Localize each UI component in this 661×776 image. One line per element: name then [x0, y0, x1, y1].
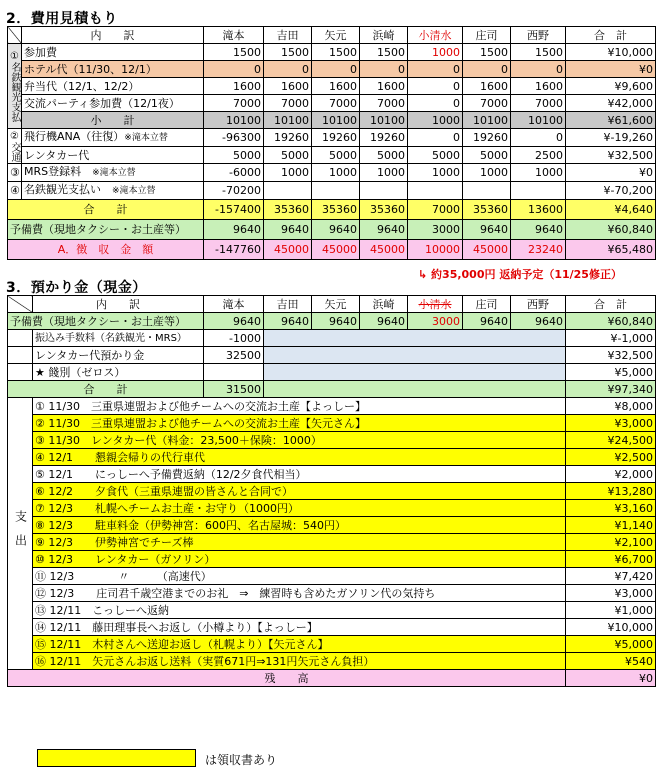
header-name: 矢元: [312, 296, 360, 313]
table-row: [8, 347, 656, 364]
row-label-text: 飛行機ANA（往復）: [24, 130, 125, 143]
cell: 9640: [204, 220, 264, 240]
cell: 10100: [463, 112, 511, 129]
expense-amount: ¥3,160: [566, 500, 656, 517]
side-label: ②交通: [9, 130, 20, 162]
header-name: 小清水: [408, 296, 463, 313]
expense-text: ⑫ 12/3 庄司君千歳空港までのお礼 ⇒ 練習時も含めたガソリン代の気持ち: [33, 585, 566, 602]
cell: 9640: [264, 220, 312, 240]
cell: 5000: [360, 147, 408, 164]
table-row: [8, 200, 656, 220]
cell: 9640: [463, 220, 511, 240]
row-label: 合 計: [8, 381, 204, 398]
header-name: 吉田: [264, 296, 312, 313]
row-label: 参加費: [22, 44, 204, 61]
cell: 7000: [312, 95, 360, 112]
table-row: [8, 220, 656, 240]
row-label: ホテル代（11/30、12/1）: [22, 61, 204, 78]
cell: 1000: [408, 44, 463, 61]
expense-row: [8, 602, 656, 619]
header-item: 内 訳: [22, 27, 204, 44]
row-label: レンタカー代預かり金: [33, 347, 204, 364]
expense-text: ⑮ 12/11 木村さんへ送迎お返し（札幌より）【矢元さん】: [33, 636, 566, 653]
row-total: ¥0: [566, 164, 656, 182]
cell: 0: [463, 61, 511, 78]
cell: 9640: [312, 313, 360, 330]
table-row: [8, 61, 656, 78]
expense-row: [8, 415, 656, 432]
cell: -147760: [204, 240, 264, 260]
row-total: ¥-70,200: [566, 182, 656, 200]
cell: 45000: [360, 240, 408, 260]
side-label: ①名鉄観光支払: [8, 44, 22, 129]
cell: [408, 182, 463, 200]
table-row: [8, 44, 656, 61]
expense-text: ⑦ 12/3 札幌へチームお土産・お守り（1000円）: [33, 500, 566, 517]
table-row: [8, 147, 656, 164]
cell: 10100: [312, 112, 360, 129]
header-name: 小清水: [408, 27, 463, 44]
expense-row: [8, 483, 656, 500]
cell: 1000: [463, 164, 511, 182]
row-total: ¥5,000: [566, 364, 656, 381]
row-label: ★ 餞別（ゼロス）: [33, 364, 204, 381]
expense-amount: ¥2,000: [566, 466, 656, 483]
row-label: [22, 129, 204, 147]
expense-row: [8, 432, 656, 449]
header-name: 浜崎: [360, 296, 408, 313]
header-name: 庄司: [463, 296, 511, 313]
expense-row: [8, 585, 656, 602]
row-label-sub: ※滝本立替: [112, 186, 156, 196]
table-row: [8, 330, 656, 347]
cell: 1000: [360, 164, 408, 182]
section3-title: 3．預かり金（現金）: [6, 280, 147, 296]
header-corner: [8, 27, 22, 44]
expense-amount: ¥2,500: [566, 449, 656, 466]
balance-label: 残 高: [8, 670, 566, 687]
expense-amount: ¥24,500: [566, 432, 656, 449]
expense-amount: ¥1,000: [566, 602, 656, 619]
expense-text: ⑪ 12/3 〃 （高速代）: [33, 568, 566, 585]
row-total: ¥60,840: [566, 220, 656, 240]
cell: 23240: [511, 240, 566, 260]
cell: 9640: [511, 220, 566, 240]
row-label: 振込み手数料（名鉄観光・MRS）: [33, 330, 204, 347]
table-row: [8, 240, 656, 260]
row-num: ③: [8, 164, 22, 182]
spacer: [8, 330, 33, 347]
cell: -70200: [204, 182, 264, 200]
row-label: 交流パーティ参加費（12/1夜）: [22, 95, 204, 112]
cell: 0: [511, 61, 566, 78]
expense-text: ⑩ 12/3 レンタカー（ガソリン）: [33, 551, 566, 568]
cell: 7000: [511, 95, 566, 112]
cell: 45000: [264, 240, 312, 260]
cell: 10000: [408, 240, 463, 260]
blank-cell: [264, 381, 566, 398]
cell: [312, 182, 360, 200]
cell: 19260: [312, 129, 360, 147]
cell: 10100: [360, 112, 408, 129]
expense-row: [8, 534, 656, 551]
spacer: [8, 364, 33, 381]
return-note: [418, 266, 622, 282]
cell: 5000: [312, 147, 360, 164]
row-total: ¥97,340: [566, 381, 656, 398]
cell: 1000: [511, 164, 566, 182]
row-label: A．徴 収 金 額: [8, 240, 204, 260]
cell: 10100: [511, 112, 566, 129]
blank-cell: [264, 330, 566, 347]
cell: 10100: [264, 112, 312, 129]
expense-text: ⑤ 12/1 にっしーへ予備費返納（12/2夕食代相当）: [33, 466, 566, 483]
row-total: ¥32,500: [566, 147, 656, 164]
header-item: 内 訳: [33, 296, 204, 313]
header-total: 合 計: [566, 296, 656, 313]
cell: 3000: [408, 220, 463, 240]
cell: 45000: [463, 240, 511, 260]
cell: 1600: [360, 78, 408, 95]
header-total: 合 計: [566, 27, 656, 44]
row-label: 予備費（現地タクシー・お土産等）: [8, 313, 204, 330]
expense-text: ③ 11/30 レンタカー代（料金：23,500＋保険：1000）: [33, 432, 566, 449]
expense-text: ⑨ 12/3 伊勢神宮でチーズ棒: [33, 534, 566, 551]
header-name: 滝本: [204, 296, 264, 313]
cell: -6000: [204, 164, 264, 182]
row-total: ¥9,600: [566, 78, 656, 95]
row-total: ¥60,840: [566, 313, 656, 330]
row-total: ¥-1,000: [566, 330, 656, 347]
row-num: ④: [8, 182, 22, 200]
cell: 0: [408, 61, 463, 78]
cell: 1500: [511, 44, 566, 61]
cell: 2500: [511, 147, 566, 164]
deposit-table: [7, 295, 656, 687]
expense-amount: ¥6,700: [566, 551, 656, 568]
cell: 9640: [511, 313, 566, 330]
header-name: 西野: [511, 27, 566, 44]
row-label: 予備費（現地タクシー・お土産等）: [8, 220, 204, 240]
cell: 13600: [511, 200, 566, 220]
cell: 0: [408, 129, 463, 147]
row-label: [22, 164, 204, 182]
cell: 5000: [264, 147, 312, 164]
return-note-text: 約35,000円 返納予定（11/25修正）: [431, 268, 622, 281]
row-label: 合 計: [8, 200, 204, 220]
expense-row: [8, 500, 656, 517]
cell: 1000: [408, 112, 463, 129]
cell: 0: [204, 61, 264, 78]
cell: 7000: [204, 95, 264, 112]
header-name: 滝本: [204, 27, 264, 44]
row-label: レンタカー代: [22, 147, 204, 164]
cell: 9640: [204, 313, 264, 330]
cell: 0: [408, 95, 463, 112]
expense-text: ⑭ 12/11 藤田理事長へお返し（小樽より）【よっしー】: [33, 619, 566, 636]
table-row: [8, 112, 656, 129]
cell: 1500: [463, 44, 511, 61]
cell: 35360: [463, 200, 511, 220]
expense-amount: ¥5,000: [566, 636, 656, 653]
expense-row: [8, 398, 656, 415]
arrow-icon: ↳: [418, 268, 432, 281]
cell: 9640: [360, 220, 408, 240]
cell: 1500: [204, 44, 264, 61]
row-label-sub: ※滝本立替: [92, 168, 136, 178]
side-label: 支出: [8, 398, 33, 670]
expense-amount: ¥2,100: [566, 534, 656, 551]
cell: 19260: [360, 129, 408, 147]
table-row: [8, 182, 656, 200]
cell: 1600: [463, 78, 511, 95]
expense-amount: ¥13,280: [566, 483, 656, 500]
balance-total: ¥0: [566, 670, 656, 687]
row-label-text: 名鉄観光支払い: [24, 183, 101, 196]
cell: -157400: [204, 200, 264, 220]
cell: 0: [360, 61, 408, 78]
expense-text: ④ 12/1 懇親会帰りの代行車代: [33, 449, 566, 466]
cell: 9640: [312, 220, 360, 240]
cell: 0: [312, 61, 360, 78]
expense-amount: ¥8,000: [566, 398, 656, 415]
cell: 5000: [408, 147, 463, 164]
cell: 7000: [463, 95, 511, 112]
cell: [463, 182, 511, 200]
table-row: [8, 670, 656, 687]
header-name: 浜崎: [360, 27, 408, 44]
table-row: [8, 129, 656, 147]
cell: 35360: [360, 200, 408, 220]
expense-text: ⑧ 12/3 駐車料金（伊勢神宮：600円、名古屋城：540円）: [33, 517, 566, 534]
cell: 0: [264, 61, 312, 78]
expense-amount: ¥7,420: [566, 568, 656, 585]
row-total: ¥0: [566, 61, 656, 78]
expense-row: [8, 449, 656, 466]
row-total: ¥10,000: [566, 44, 656, 61]
blank-cell: [264, 364, 566, 381]
row-total: ¥65,480: [566, 240, 656, 260]
cell: 5000: [204, 147, 264, 164]
row-total: ¥42,000: [566, 95, 656, 112]
legend-text: は領収書あり: [205, 753, 278, 767]
expense-amount: ¥3,000: [566, 585, 656, 602]
row-total: ¥-19,260: [566, 129, 656, 147]
cell: 5000: [463, 147, 511, 164]
expense-amount: ¥540: [566, 653, 656, 670]
expense-text: ⑬ 12/11 こっしーへ返納: [33, 602, 566, 619]
expense-amount: ¥10,000: [566, 619, 656, 636]
expense-row: [8, 466, 656, 483]
cell: 1500: [360, 44, 408, 61]
cell: 3000: [408, 313, 463, 330]
expense-text: ⑯ 12/11 矢元さんお返し送料（実質671円⇒131円矢元さん負担）: [33, 653, 566, 670]
header-name: 庄司: [463, 27, 511, 44]
row-label: 弁当代（12/1、12/2）: [22, 78, 204, 95]
cell: 1000: [264, 164, 312, 182]
cell: 19260: [463, 129, 511, 147]
expense-row: [8, 636, 656, 653]
cell: [264, 182, 312, 200]
cell: 1500: [264, 44, 312, 61]
expense-amount: ¥1,140: [566, 517, 656, 534]
cell: [511, 182, 566, 200]
cell: 1600: [312, 78, 360, 95]
expense-row: [8, 517, 656, 534]
cell: 1600: [204, 78, 264, 95]
expense-text: ⑥ 12/2 夕食代（三重県連盟の皆さんと合同で）: [33, 483, 566, 500]
cell: 19260: [264, 129, 312, 147]
table-row: [8, 313, 656, 330]
cell: 1000: [408, 164, 463, 182]
cell: 35360: [312, 200, 360, 220]
cell: 31500: [204, 381, 264, 398]
section2-title: 2．費用見積もり: [6, 11, 118, 27]
header-name: 西野: [511, 296, 566, 313]
cell: 32500: [204, 347, 264, 364]
cell: 35360: [264, 200, 312, 220]
expense-row: [8, 551, 656, 568]
table-row: [8, 164, 656, 182]
table-row: [8, 364, 656, 381]
cell: 1600: [511, 78, 566, 95]
cell: 0: [408, 78, 463, 95]
spacer: [8, 347, 33, 364]
cell: 10100: [204, 112, 264, 129]
cell: 1000: [312, 164, 360, 182]
cell: [360, 182, 408, 200]
expense-row: [8, 653, 656, 670]
cell: 1500: [312, 44, 360, 61]
header-name: 矢元: [312, 27, 360, 44]
legend-swatch: [37, 749, 196, 767]
cell: 0: [511, 129, 566, 147]
cell: 1600: [264, 78, 312, 95]
cell: 9640: [463, 313, 511, 330]
expense-amount: ¥3,000: [566, 415, 656, 432]
cell: 9640: [264, 313, 312, 330]
expense-text: ① 11/30 三重県連盟および他チームへの交流お土産【よっしー】: [33, 398, 566, 415]
header-name: 吉田: [264, 27, 312, 44]
estimate-table: [7, 26, 656, 260]
table-row: [8, 95, 656, 112]
row-label-sub: ※滝本立替: [124, 133, 168, 143]
cell: -1000: [204, 330, 264, 347]
cell: -96300: [204, 129, 264, 147]
cell: [204, 364, 264, 381]
row-label: 小 計: [22, 112, 204, 129]
row-total: ¥61,600: [566, 112, 656, 129]
cell: 7000: [264, 95, 312, 112]
cell: 7000: [408, 200, 463, 220]
expense-row: [8, 568, 656, 585]
cell: 7000: [360, 95, 408, 112]
cell: 9640: [360, 313, 408, 330]
row-total: ¥4,640: [566, 200, 656, 220]
row-total: ¥32,500: [566, 347, 656, 364]
expense-row: [8, 619, 656, 636]
table-row: [8, 381, 656, 398]
blank-cell: [264, 347, 566, 364]
cell: 45000: [312, 240, 360, 260]
header-corner: [8, 296, 33, 313]
row-label-text: MRS登録料: [24, 165, 82, 178]
row-label: [22, 182, 204, 200]
table-row: [8, 78, 656, 95]
expense-text: ② 11/30 三重県連盟および他チームへの交流お土産【矢元さん】: [33, 415, 566, 432]
